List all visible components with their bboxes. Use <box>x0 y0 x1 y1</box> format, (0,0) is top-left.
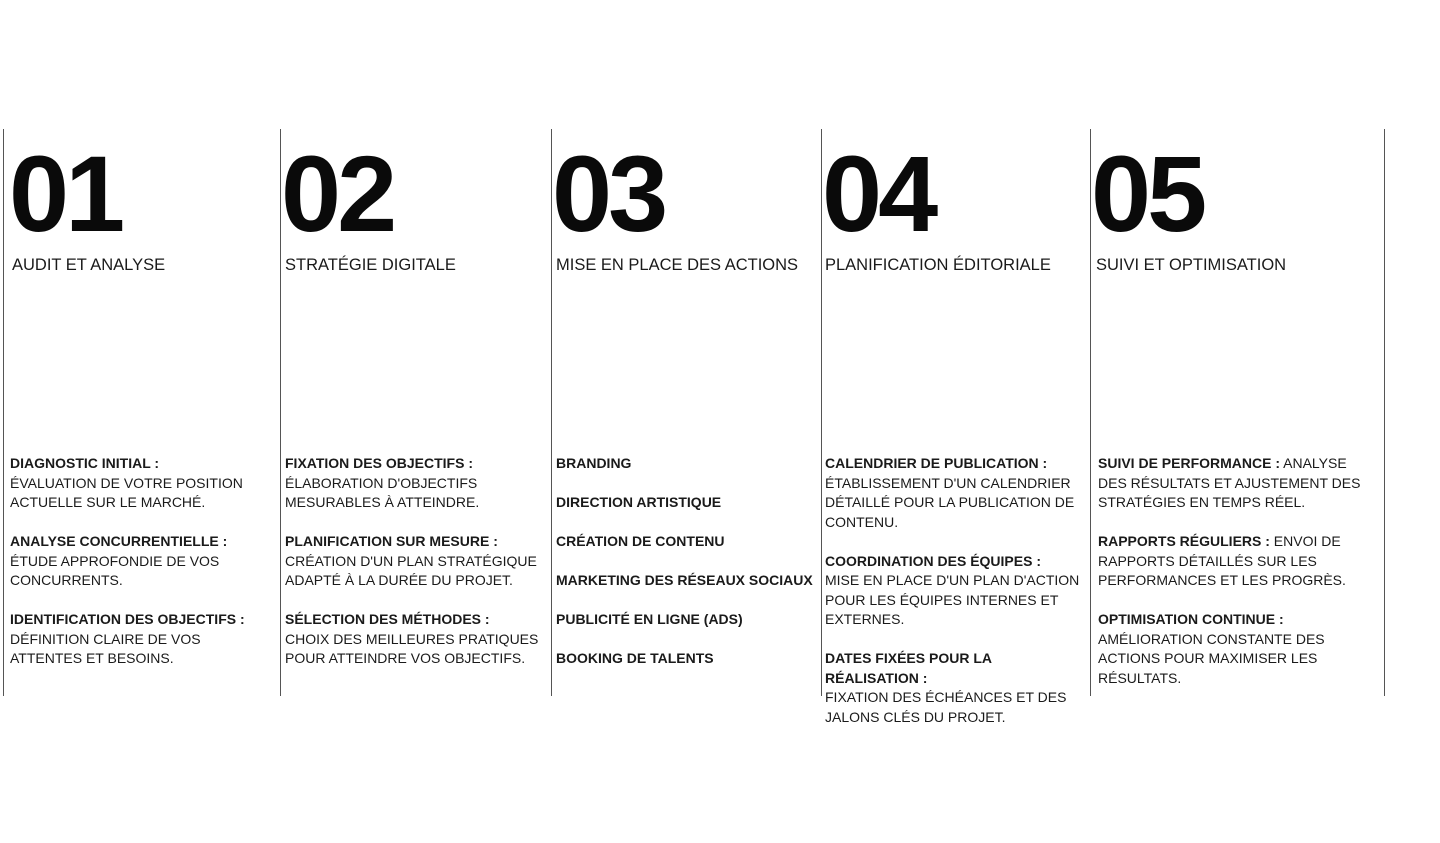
step-item <box>285 532 540 591</box>
step-item <box>825 649 1087 727</box>
step-item <box>1098 532 1374 591</box>
step-item <box>825 552 1087 630</box>
step-item <box>10 454 260 513</box>
item-desc: ANALYSE DES RÉSULTATS ET AJUSTEMENT DES STRATÉGIES EN TEMPS RÉEL. <box>1098 455 1361 510</box>
step-item <box>556 571 818 591</box>
step-item <box>825 454 1087 532</box>
step-items <box>825 454 1087 747</box>
step-items <box>285 454 540 688</box>
step-item <box>556 649 818 669</box>
step-column-5 <box>1090 0 1384 843</box>
step-column-1 <box>0 0 280 843</box>
step-title: SUIVI ET OPTIMISATION <box>1096 256 1287 274</box>
item-label: PLANIFICATION SUR MESURE : <box>285 533 498 549</box>
item-desc: CHOIX DES MEILLEURES PRATIQUES POUR ATTEINDRE VOS OBJECTIFS. <box>285 630 539 666</box>
step-number: 05 <box>1091 133 1204 254</box>
step-column-3 <box>551 0 821 843</box>
step-number: 01 <box>9 133 122 254</box>
step-items <box>1098 454 1374 708</box>
item-desc: FIXATION DES ÉCHÉANCES ET DES JALONS CLÉS DU PROJET. <box>825 689 1067 725</box>
item-label: DIRECTION ARTISTIQUE <box>556 494 722 510</box>
step-item <box>285 610 540 669</box>
item-desc: AMÉLIORATION CONSTANTE DES ACTIONS POUR MAXIMISER LES RÉSULTATS. <box>1098 630 1325 686</box>
item-desc: ÉLABORATION D'OBJECTIFS MESURABLES À ATTEINDRE. <box>285 474 480 510</box>
item-label: PUBLICITÉ EN LIGNE (ADS) <box>556 611 743 627</box>
item-label: SUIVI DE PERFORMANCE : <box>1098 455 1281 471</box>
item-desc: ENVOI DE RAPPORTS DÉTAILLÉS SUR LES PERFORMANCES ET LES PROGRÈS. <box>1098 533 1346 588</box>
step-item <box>556 493 818 513</box>
item-label: RAPPORTS RÉGULIERS : <box>1098 533 1270 549</box>
item-desc: ÉTABLISSEMENT D'UN CALENDRIER DÉTAILLÉ POUR LA PUBLICATION DE CONTENU. <box>825 474 1075 530</box>
step-item <box>1098 610 1374 688</box>
item-desc: CRÉATION D'UN PLAN STRATÉGIQUE ADAPTÉ À LA DURÉE DU PROJET. <box>285 552 537 588</box>
step-title: STRATÉGIE DIGITALE <box>285 256 456 274</box>
item-label: CALENDRIER DE PUBLICATION : <box>825 455 1048 471</box>
step-number: 04 <box>822 133 935 254</box>
item-desc: ÉVALUATION DE VOTRE POSITION ACTUELLE SUR LE MARCHÉ. <box>10 474 243 510</box>
step-title: AUDIT ET ANALYSE <box>12 256 166 274</box>
item-label: BOOKING DE TALENTS <box>556 650 714 666</box>
item-label: SÉLECTION DES MÉTHODES : <box>285 611 490 627</box>
step-item <box>556 532 818 552</box>
step-title: PLANIFICATION ÉDITORIALE <box>825 256 1051 274</box>
item-label: IDENTIFICATION DES OBJECTIFS : <box>10 611 245 627</box>
step-item <box>556 610 818 630</box>
step-item <box>556 454 818 474</box>
item-label: ANALYSE CONCURRENTIELLE : <box>10 533 228 549</box>
item-label: FIXATION DES OBJECTIFS : <box>285 455 473 471</box>
step-items <box>10 454 260 688</box>
step-column-4 <box>821 0 1090 843</box>
step-item <box>10 532 260 591</box>
step-number: 03 <box>552 133 665 254</box>
item-label: BRANDING <box>556 455 632 471</box>
item-label: COORDINATION DES ÉQUIPES : <box>825 552 1041 569</box>
item-label: DIAGNOSTIC INITIAL : <box>10 455 160 471</box>
item-desc: MISE EN PLACE D'UN PLAN D'ACTION POUR LES ÉQUIPES INTERNES ET EXTERNES. <box>825 572 1080 627</box>
step-item <box>285 454 540 513</box>
item-label: MARKETING DES RÉSEAUX SOCIAUX <box>556 572 813 588</box>
step-item <box>10 610 260 669</box>
step-column-2 <box>280 0 551 843</box>
item-desc: DÉFINITION CLAIRE DE VOS ATTENTES ET BESOINS. <box>10 630 201 666</box>
column-divider <box>1384 129 1385 696</box>
step-title: MISE EN PLACE DES ACTIONS <box>556 256 799 274</box>
step-number: 02 <box>281 133 394 254</box>
step-items <box>556 454 818 688</box>
item-label: DATES FIXÉES POUR LA RÉALISATION : <box>825 650 992 686</box>
item-desc: ÉTUDE APPROFONDIE DE VOS CONCURRENTS. <box>10 552 220 588</box>
step-item <box>1098 454 1374 513</box>
item-label: CRÉATION DE CONTENU <box>556 533 725 549</box>
item-label: OPTIMISATION CONTINUE : <box>1098 611 1284 627</box>
